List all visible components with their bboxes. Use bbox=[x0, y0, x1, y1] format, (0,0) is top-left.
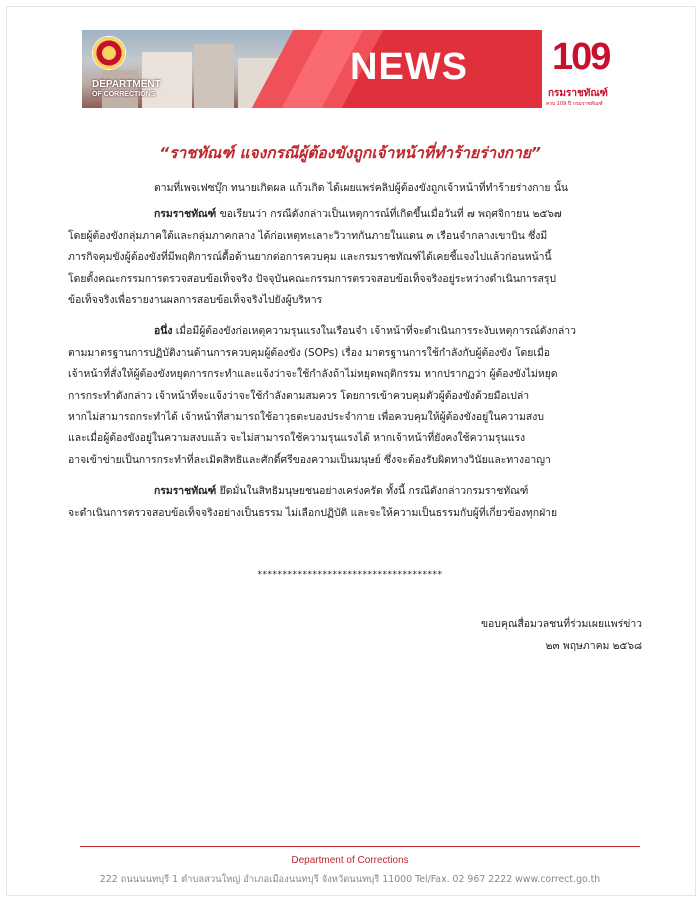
footer-divider bbox=[80, 846, 640, 847]
paragraph-commitment: กรมราชทัณฑ์ ยึดมั่นในสิทธิมนุษยชนอย่างเคร่งครัด ทั้งนี้ กรณีดังกล่าวกรมราชทัณฑ์ จะดำเนินการตรวจสอบข้อเท็จจริงอย่างเป็นธรรม ไม่เลือกปฏิบัติ และจะให้ความเป็นธรรมกับผู้ที่เกี่ยวข้องทุกฝ่าย bbox=[68, 485, 558, 519]
paragraph-statement: กรมราชทัณฑ์ ขอเรียนว่า กรณีดังกล่าวเป็นเหตุการณ์ที่เกิดขึ้นเมื่อวันที่ ๗ พฤศจิกายน ๒๕๖๗ โดยผู้ต้องขังกลุ่มภาคใต้และกลุ่มภาคกลาง ได้ก่อเหตุทะเลาะวิวาทกันภายในแดน ๓ เรือนจำกลางเขาบิน ซึ่งมี ภารกิจคุมขังผู้ต้องขังที่มีพฤติการณ์ดื้อด้านยากต่อการควบคุม และกรมราชทัณฑ์ได้เคยชี้แจงไปแล้วก่อนหน้านี้ โดยตั้งคณะกรรมการตรวจสอบข้อเท็จจริง ปัจจุบันคณะกรรมการตรวจสอบข้อเท็จจริงอยู่ระหว่างดำเนินการสรุป ข้อเท็จจริงเพื่อรายงานผลการสอบข้อเท็จจริงไปยังผู้บริหาร bbox=[68, 208, 562, 307]
news-heading: NEWS bbox=[350, 46, 468, 88]
news-banner bbox=[82, 30, 642, 108]
paragraph-intro: ตามที่เพจเฟซบุ๊ก ทนายเกิดผล แก้วเกิด ได้เผยแพร่คลิปผู้ต้องขังถูกเจ้าหน้าที่ทำร้ายร่างกาย นั้น bbox=[154, 182, 569, 194]
thanks-text: ขอบคุณสื่อมวลชนที่ร่วมเผยแพร่ข่าว bbox=[480, 618, 642, 630]
anniversary-caption: กรมราชทัณฑ์ bbox=[548, 88, 608, 99]
anniversary-logo bbox=[542, 30, 642, 108]
closing-block bbox=[481, 613, 642, 657]
document-body bbox=[68, 178, 660, 524]
separator-line: ************************************* bbox=[257, 570, 443, 580]
document-title: “ราชทัณฑ์ แจงกรณีผู้ต้องขังถูกเจ้าหน้าที่ทำร้ายร่างกาย” bbox=[159, 144, 541, 162]
department-label: DEPARTMENT OF CORRECTIONS bbox=[92, 79, 161, 98]
release-date: ๒๓ พฤษภาคม ๒๕๖๘ bbox=[545, 640, 642, 652]
footer-address: 222 ถนนนนทบุรี 1 ตำบลสวนใหญ่ อำเภอเมืองนนทบุรี จังหวัดนนทบุรี 11000 Tel/Fax. 02 967 2222 www.correct.go.th bbox=[99, 874, 601, 885]
footer-organization: Department of Corrections bbox=[291, 855, 409, 866]
anniversary-small-text: ครบ 109 ปี กรมราชทัณฑ์ bbox=[546, 101, 603, 107]
paragraph-procedure: อนึ่ง เมื่อมีผู้ต้องขังก่อเหตุความรุนแรงในเรือนจำ เจ้าหน้าที่จะดำเนินการระงับเหตุการณ์ดังกล่าว ตามมาตรฐานการปฏิบัติงานด้านการควบคุมผู้ต้องขัง (SOPs) เรื่อง มาตรฐานการใช้กำลังกับผู้ต้องขัง โดยเมื่อ เจ้าหน้าที่สั่งให้ผู้ต้องขังหยุดการกระทำและแจ้งว่าจะใช้กำลังถ้าไม่หยุดพฤติกรรม หากปรากฏว่า ผู้ต้องขังไม่หยุด การกระทำดังกล่าว เจ้าหน้าที่จะแจ้งว่าจะใช้กำลังตามสมควร โดยการเข้าควบคุมตัวผู้ต้องขังด้วยมือเปล่า หากไม่สามารถกระทำได้ เจ้าหน้าที่สามารถใช้อาวุธตะบองประจำกาย เพื่อควบคุมให้ผู้ต้องขังอยู่ในความสงบ และเมื่อผู้ต้องขังอยู่ในความสงบแล้ว จะไม่สามารถใช้ความรุนแรงได้ หากเจ้าหน้าที่ยังคงใช้ความรุนแรง อาจเข้าข่ายเป็นการกระทำที่ละเมิดสิทธิและศักดิ์ศรีของความเป็นมนุษย์ ซึ่งจะต้องรับผิดทางวินัยและทางอาญา bbox=[68, 325, 576, 466]
anniversary-number: 109 bbox=[552, 36, 610, 78]
department-seal-icon bbox=[92, 36, 126, 70]
